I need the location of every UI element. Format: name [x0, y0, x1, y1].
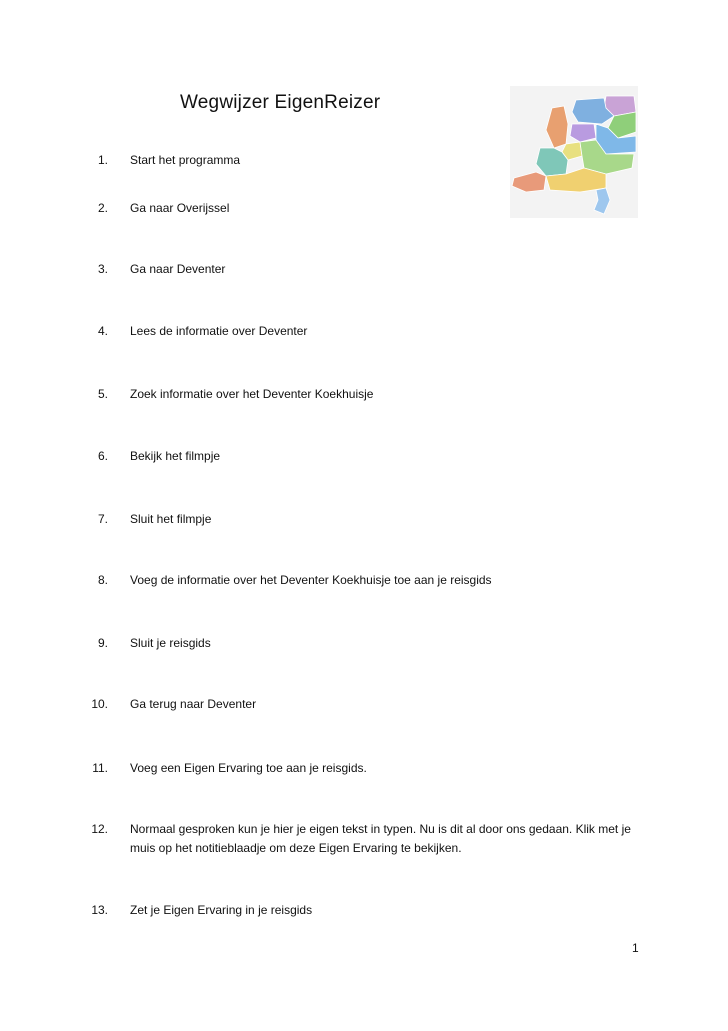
- step-text: Voeg een Eigen Ervaring toe aan je reisgids.: [130, 761, 367, 775]
- step-text: Normaal gesproken kun je hier je eigen tekst in typen. Nu is dit al door ons gedaan. Klik met je muis op het notitieblaadje om deze Eigen Ervaring te bekijken.: [130, 822, 631, 855]
- step-number: 1.: [97, 153, 108, 167]
- step-number: 12.: [91, 822, 108, 836]
- step-text: Lees de informatie over Deventer: [130, 324, 308, 338]
- step-number: 9.: [97, 636, 108, 650]
- page-number: 1: [632, 941, 639, 955]
- step-text: Voeg de informatie over het Deventer Koekhuisje toe aan je reisgids: [130, 573, 492, 587]
- step-number: 7.: [97, 512, 108, 526]
- step-number: 3.: [97, 262, 108, 276]
- step-text: Zet je Eigen Ervaring in je reisgids: [130, 903, 313, 917]
- document-title: Wegwijzer EigenReizer: [180, 92, 381, 113]
- step-number: 6.: [97, 449, 108, 463]
- step-number: 8.: [97, 573, 108, 587]
- step-text: Ga naar Overijssel: [130, 201, 230, 215]
- step-number: 5.: [97, 387, 108, 401]
- step-number: 13.: [91, 903, 108, 917]
- step-text: Zoek informatie over het Deventer Koekhuisje: [130, 387, 374, 401]
- step-text: Bekijk het filmpje: [130, 449, 221, 463]
- step-number: 4.: [97, 324, 108, 338]
- step-text: Start het programma: [130, 153, 241, 167]
- step-text: Sluit het filmpje: [130, 512, 212, 526]
- step-text: Ga naar Deventer: [130, 262, 226, 276]
- step-number: 11.: [92, 761, 108, 775]
- step-number: 2.: [97, 201, 108, 215]
- step-number: 10.: [91, 697, 108, 711]
- step-text: Sluit je reisgids: [130, 636, 211, 650]
- step-text: Ga terug naar Deventer: [130, 697, 257, 711]
